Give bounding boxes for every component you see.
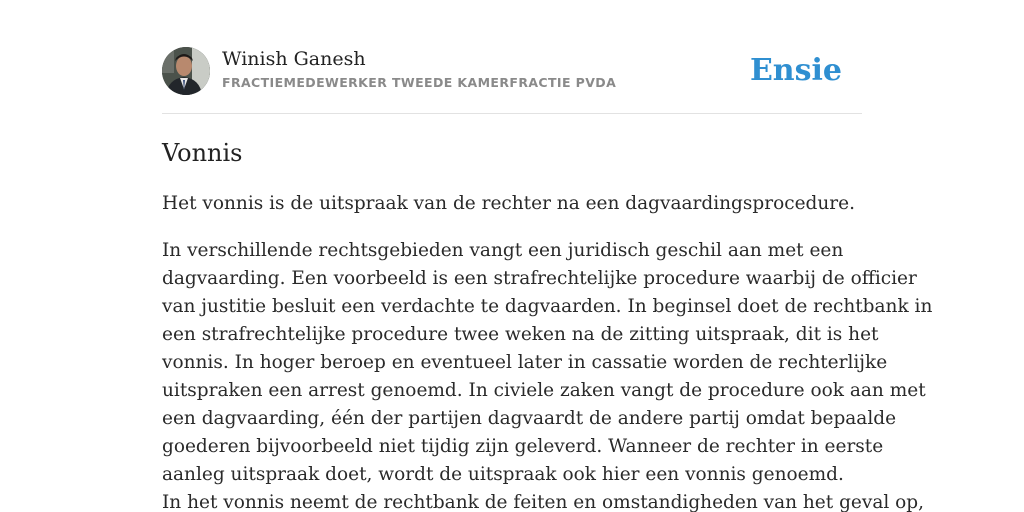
ensie-logo[interactable]: Ensie xyxy=(749,53,842,88)
paragraph-line: goederen bijvoorbeeld niet tijdig zijn geleverd. Wanneer de rechter in eerste xyxy=(162,436,884,457)
article-body xyxy=(162,190,933,512)
author-role: FRACTIEMEDEWERKER TWEEDE KAMERFRACTIE PVDA xyxy=(222,75,617,90)
paragraph-line: dagvaarding. Een voorbeeld is een strafrechtelijke procedure waarbij de officier xyxy=(162,268,917,289)
main-paragraph xyxy=(162,237,933,512)
author-avatar[interactable] xyxy=(162,47,210,95)
author-header xyxy=(162,47,862,95)
article-title: Vonnis xyxy=(162,139,243,167)
paragraph-line: een strafrechtelijke procedure twee weken na de zitting uitspraak, dit is het xyxy=(162,324,879,345)
paragraph-line: uitspraken een arrest genoemd. In civiele zaken vangt de procedure ook aan met xyxy=(162,380,926,401)
intro-paragraph: Het vonnis is de uitspraak van de rechter na een dagvaardingsprocedure. xyxy=(162,193,855,214)
avatar-photo xyxy=(162,47,210,95)
paragraph-line: van justitie besluit een verdachte te dagvaarden. In beginsel doet de rechtbank in xyxy=(162,296,933,317)
paragraph-line: aanleg uitspraak doet, wordt de uitspraak ook hier een vonnis genoemd. xyxy=(162,464,844,485)
author-name[interactable]: Winish Ganesh xyxy=(222,48,366,70)
paragraph-line: In verschillende rechtsgebieden vangt een juridisch geschil aan met een xyxy=(162,240,844,261)
paragraph-line: vonnis. In hoger beroep en eventueel later in cassatie worden de rechterlijke xyxy=(162,352,888,373)
header-divider xyxy=(162,113,862,114)
paragraph-line: In het vonnis neemt de rechtbank de feiten en omstandigheden van het geval op, xyxy=(162,492,925,512)
paragraph-line: een dagvaarding, één der partijen dagvaardt de andere partij omdat bepaalde xyxy=(162,408,897,429)
